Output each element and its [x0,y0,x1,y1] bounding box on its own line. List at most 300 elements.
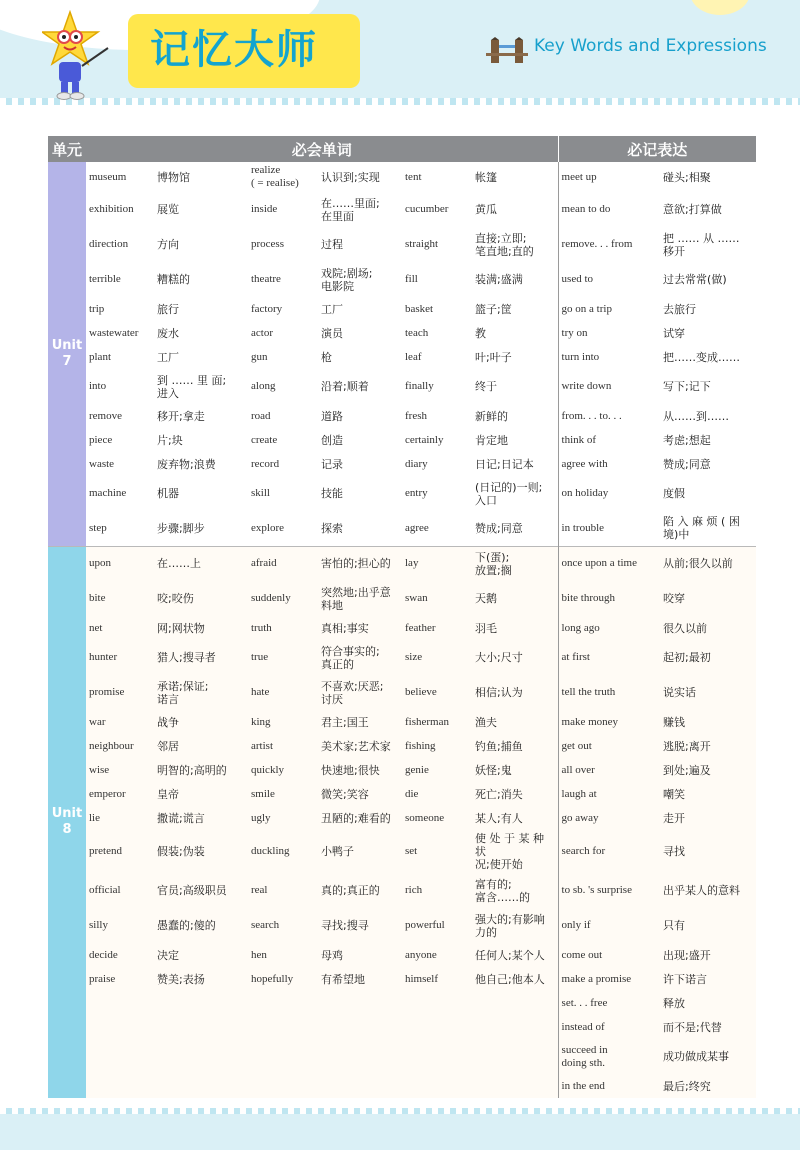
expression-zh: 出现;盛开 [660,943,756,967]
word-zh: 枪 [318,345,402,369]
word-en: size [402,640,472,675]
word-en: someone [402,806,472,830]
word-en: true [248,640,318,675]
table-row [48,452,756,476]
word-zh: 博物馆 [154,162,248,192]
word-en: along [248,369,318,404]
word-zh [472,1039,558,1074]
table-row [48,1039,756,1074]
expression-zh: 意欲;打算做 [660,192,756,227]
expression-zh: 出乎某人的意料 [660,873,756,908]
expression-zh: 碰头;相聚 [660,162,756,192]
word-zh: 在……上 [154,546,248,581]
expression-zh: 把 …… 从 …… 移开 [660,227,756,262]
table-row [48,345,756,369]
word-en: piece [86,428,154,452]
word-zh: 有希望地 [318,967,402,991]
table-row [48,321,756,345]
word-zh: 死亡;消失 [472,782,558,806]
word-en [86,1039,154,1074]
word-zh: 皇帝 [154,782,248,806]
expression-en: mean to do [558,192,660,227]
expression-en: at first [558,640,660,675]
word-en: record [248,452,318,476]
expression-en: meet up [558,162,660,192]
word-en [402,991,472,1015]
table-row [48,546,756,581]
bridge-icon [486,37,528,63]
word-en: realize ( = realise) [248,162,318,192]
expression-en: search for [558,830,660,873]
word-en: smile [248,782,318,806]
word-en: believe [402,675,472,710]
word-zh: 赞美;表扬 [154,967,248,991]
expression-en: try on [558,321,660,345]
word-en [86,991,154,1015]
word-en: tent [402,162,472,192]
table-row [48,1074,756,1098]
word-zh: 技能 [318,476,402,511]
table-row [48,162,756,192]
word-en: feather [402,616,472,640]
word-zh [318,1015,402,1039]
word-en: emperor [86,782,154,806]
word-zh: 认识到;实现 [318,162,402,192]
word-en: leaf [402,345,472,369]
word-en: create [248,428,318,452]
word-en: hopefully [248,967,318,991]
table-row [48,640,756,675]
word-zh: 母鸡 [318,943,402,967]
vocabulary-table-container [48,136,756,1093]
expression-en: from. . . to. . . [558,404,660,428]
expression-zh: 度假 [660,476,756,511]
word-zh [472,1015,558,1039]
word-en: rich [402,873,472,908]
word-en: entry [402,476,472,511]
word-zh: 创造 [318,428,402,452]
word-zh: 篮子;筐 [472,297,558,321]
word-en: lie [86,806,154,830]
word-en: suddenly [248,581,318,616]
expression-en: once upon a time [558,546,660,581]
expression-zh: 到处;遍及 [660,758,756,782]
word-zh: 下(蛋); 放置;搁 [472,546,558,581]
word-en: anyone [402,943,472,967]
word-zh: 道路 [318,404,402,428]
word-en: swan [402,581,472,616]
table-row [48,404,756,428]
word-zh: 废弃物;浪费 [154,452,248,476]
word-en: search [248,908,318,943]
word-en: hate [248,675,318,710]
expression-zh: 说实话 [660,675,756,710]
word-zh: 过程 [318,227,402,262]
expression-en: come out [558,943,660,967]
word-zh: 任何人;某个人 [472,943,558,967]
word-zh: 美术家;艺术家 [318,734,402,758]
table-row [48,908,756,943]
word-en: real [248,873,318,908]
word-en: direction [86,227,154,262]
expression-en: set. . . free [558,991,660,1015]
expression-zh: 寻找 [660,830,756,873]
word-zh: 直接;立即; 笔直地;直的 [472,227,558,262]
expression-zh: 最后;终究 [660,1074,756,1098]
vocabulary-table [48,136,756,1098]
word-en: road [248,404,318,428]
expression-zh: 释放 [660,991,756,1015]
footer-band [0,1108,800,1150]
word-zh: 记录 [318,452,402,476]
word-zh: 移开;拿走 [154,404,248,428]
word-en: certainly [402,428,472,452]
word-en: praise [86,967,154,991]
word-zh [154,1039,248,1074]
word-en: waste [86,452,154,476]
word-zh: 方向 [154,227,248,262]
table-row [48,758,756,782]
word-zh: 黄瓜 [472,192,558,227]
word-zh: 真相;事实 [318,616,402,640]
word-zh: 片;块 [154,428,248,452]
expression-en: on holiday [558,476,660,511]
word-zh: 探索 [318,511,402,546]
word-en [248,1039,318,1074]
expression-en: go on a trip [558,297,660,321]
word-en: inside [248,192,318,227]
word-en: factory [248,297,318,321]
word-zh: 咬;咬伤 [154,581,248,616]
table-row [48,1015,756,1039]
table-row [48,581,756,616]
word-zh: 撒谎;谎言 [154,806,248,830]
word-en: trip [86,297,154,321]
word-zh: 微笑;笑容 [318,782,402,806]
word-en [402,1074,472,1098]
star-mascot-icon [42,10,114,102]
word-zh: 工厂 [318,297,402,321]
expression-zh: 陷 入 麻 烦 ( 困 境)中 [660,511,756,546]
word-zh: 终于 [472,369,558,404]
expression-en: make a promise [558,967,660,991]
table-row [48,227,756,262]
word-en: ugly [248,806,318,830]
word-en [248,1015,318,1039]
word-zh [472,1074,558,1098]
expression-zh: 考虑;想起 [660,428,756,452]
word-en: king [248,710,318,734]
word-zh: 在……里面; 在里面 [318,192,402,227]
word-en: duckling [248,830,318,873]
table-row [48,873,756,908]
unit-8-section [48,546,756,1098]
expression-zh: 走开 [660,806,756,830]
word-en: promise [86,675,154,710]
word-en [248,991,318,1015]
word-en: hen [248,943,318,967]
unit-label: Unit 8 [48,546,86,1098]
word-zh: 妖怪;鬼 [472,758,558,782]
word-zh: 大小;尺寸 [472,640,558,675]
word-en: remove [86,404,154,428]
table-row [48,262,756,297]
table-row [48,943,756,967]
word-en: artist [248,734,318,758]
expression-en: agree with [558,452,660,476]
word-zh: 相信;认为 [472,675,558,710]
word-en: step [86,511,154,546]
word-en [402,1015,472,1039]
word-zh: 猎人;搜寻者 [154,640,248,675]
word-en: hunter [86,640,154,675]
word-zh: 羽毛 [472,616,558,640]
word-zh: 演员 [318,321,402,345]
word-en: process [248,227,318,262]
word-zh [154,1015,248,1039]
word-en: truth [248,616,318,640]
word-en [86,1015,154,1039]
word-zh: 钓鱼;捕鱼 [472,734,558,758]
table-row [48,734,756,758]
word-zh: 承诺;保证; 诺言 [154,675,248,710]
word-zh: 渔夫 [472,710,558,734]
word-zh: 小鸭子 [318,830,402,873]
word-zh: 糟糕的 [154,262,248,297]
word-en: decide [86,943,154,967]
page-subtitle: Key Words and Expressions [534,36,767,56]
word-en: official [86,873,154,908]
expression-en: instead of [558,1015,660,1039]
expression-en: all over [558,758,660,782]
word-en: fresh [402,404,472,428]
table-row [48,967,756,991]
word-en: genie [402,758,472,782]
expression-en: succeed in doing sth. [558,1039,660,1074]
header-expressions: 必记表达 [558,136,756,162]
word-zh: 工厂 [154,345,248,369]
word-zh: 官员;高级职员 [154,873,248,908]
word-zh: 不喜欢;厌恶; 讨厌 [318,675,402,710]
word-en: fisherman [402,710,472,734]
word-en: cucumber [402,192,472,227]
expression-zh: 过去常常(做) [660,262,756,297]
word-en: museum [86,162,154,192]
word-zh: 肯定地 [472,428,558,452]
table-row [48,675,756,710]
unit-label: Unit 7 [48,162,86,546]
expression-en: only if [558,908,660,943]
word-zh: 旅行 [154,297,248,321]
word-en: gun [248,345,318,369]
unit-7-section [48,162,756,546]
expression-en: go away [558,806,660,830]
word-zh: 某人;有人 [472,806,558,830]
word-zh: 天鹅 [472,581,558,616]
word-zh: 害怕的;担心的 [318,546,402,581]
word-zh: 富有的; 富含……的 [472,873,558,908]
table-row [48,476,756,511]
expression-en: write down [558,369,660,404]
table-row [48,511,756,546]
table-row [48,192,756,227]
expression-zh: 而不是;代替 [660,1015,756,1039]
page-title: 记忆大师 [150,27,318,73]
word-en: pretend [86,830,154,873]
table-row [48,806,756,830]
word-zh: 快速地;很快 [318,758,402,782]
word-en: wise [86,758,154,782]
word-en: set [402,830,472,873]
word-en: war [86,710,154,734]
word-en [248,1074,318,1098]
word-zh: 废水 [154,321,248,345]
expression-zh: 试穿 [660,321,756,345]
word-zh: 叶;叶子 [472,345,558,369]
word-en: neighbour [86,734,154,758]
table-row [48,297,756,321]
word-zh: 到 …… 里 面; 进入 [154,369,248,404]
word-zh: 沿着;顺着 [318,369,402,404]
word-zh: 机器 [154,476,248,511]
word-en: afraid [248,546,318,581]
word-zh: 教 [472,321,558,345]
word-en: exhibition [86,192,154,227]
word-en: silly [86,908,154,943]
word-zh: 使 处 于 某 种 状 况;使开始 [472,830,558,873]
header-stripe [0,98,800,105]
word-zh: 展览 [154,192,248,227]
word-zh: 符合事实的; 真正的 [318,640,402,675]
expression-zh: 许下诺言 [660,967,756,991]
word-zh: 真的;真正的 [318,873,402,908]
word-zh: 邻居 [154,734,248,758]
word-en: actor [248,321,318,345]
expression-zh: 成功做成某事 [660,1039,756,1074]
word-zh: 突然地;出乎意 料地 [318,581,402,616]
word-zh: 明智的;高明的 [154,758,248,782]
expression-en: laugh at [558,782,660,806]
expression-en: remove. . . from [558,227,660,262]
word-zh: 寻找;搜寻 [318,908,402,943]
expression-en: in trouble [558,511,660,546]
word-en: machine [86,476,154,511]
word-en: terrible [86,262,154,297]
word-zh: 君主;国王 [318,710,402,734]
word-zh: 决定 [154,943,248,967]
header-words: 必会单词 [86,136,558,162]
word-zh: 帐篷 [472,162,558,192]
word-zh: 假装;伪装 [154,830,248,873]
word-zh: (日记的)一则; 入口 [472,476,558,511]
expression-zh: 起初;最初 [660,640,756,675]
expression-zh: 从前;很久以前 [660,546,756,581]
word-zh: 赞成;同意 [472,511,558,546]
expression-en: think of [558,428,660,452]
expression-zh: 咬穿 [660,581,756,616]
word-en: upon [86,546,154,581]
word-zh: 网;网状物 [154,616,248,640]
word-en: into [86,369,154,404]
table-row [48,428,756,452]
expression-en: long ago [558,616,660,640]
word-en: net [86,616,154,640]
expression-en: tell the truth [558,675,660,710]
word-en: finally [402,369,472,404]
expression-zh: 把……变成…… [660,345,756,369]
expression-zh: 很久以前 [660,616,756,640]
expression-zh: 写下;记下 [660,369,756,404]
table-row [48,616,756,640]
word-en: lay [402,546,472,581]
word-zh [318,991,402,1015]
word-en: theatre [248,262,318,297]
expression-zh: 嘲笑 [660,782,756,806]
word-zh [472,991,558,1015]
expression-zh: 从……到…… [660,404,756,428]
word-en: explore [248,511,318,546]
word-en: quickly [248,758,318,782]
word-zh: 丑陋的;难看的 [318,806,402,830]
word-en [402,1039,472,1074]
word-zh [154,1074,248,1098]
expression-en: get out [558,734,660,758]
expression-en: bite through [558,581,660,616]
word-en: die [402,782,472,806]
word-en: bite [86,581,154,616]
expression-zh: 赞成;同意 [660,452,756,476]
word-en: powerful [402,908,472,943]
word-en: himself [402,967,472,991]
word-en: wastewater [86,321,154,345]
word-en: plant [86,345,154,369]
footer-stripe [0,1108,800,1114]
header-sun-decoration [690,0,750,15]
word-en: fill [402,262,472,297]
word-en: fishing [402,734,472,758]
word-en: basket [402,297,472,321]
word-zh [318,1074,402,1098]
expression-en: make money [558,710,660,734]
word-en: teach [402,321,472,345]
word-zh: 愚蠢的;傻的 [154,908,248,943]
word-zh: 戏院;剧场; 电影院 [318,262,402,297]
word-zh: 强大的;有影响 力的 [472,908,558,943]
expression-en: to sb. 's surprise [558,873,660,908]
word-zh: 他自己;他本人 [472,967,558,991]
word-en: diary [402,452,472,476]
word-en: agree [402,511,472,546]
expression-en: used to [558,262,660,297]
word-zh [154,991,248,1015]
word-zh: 装满;盛满 [472,262,558,297]
table-row [48,991,756,1015]
word-zh [318,1039,402,1074]
word-zh: 战争 [154,710,248,734]
expression-zh: 去旅行 [660,297,756,321]
table-row [48,830,756,873]
word-en: skill [248,476,318,511]
header-unit: 单元 [48,136,86,162]
expression-zh: 赚钱 [660,710,756,734]
word-zh: 步骤;脚步 [154,511,248,546]
table-row [48,710,756,734]
word-zh: 日记;日记本 [472,452,558,476]
word-en [86,1074,154,1098]
table-row [48,782,756,806]
expression-en: in the end [558,1074,660,1098]
expression-en: turn into [558,345,660,369]
